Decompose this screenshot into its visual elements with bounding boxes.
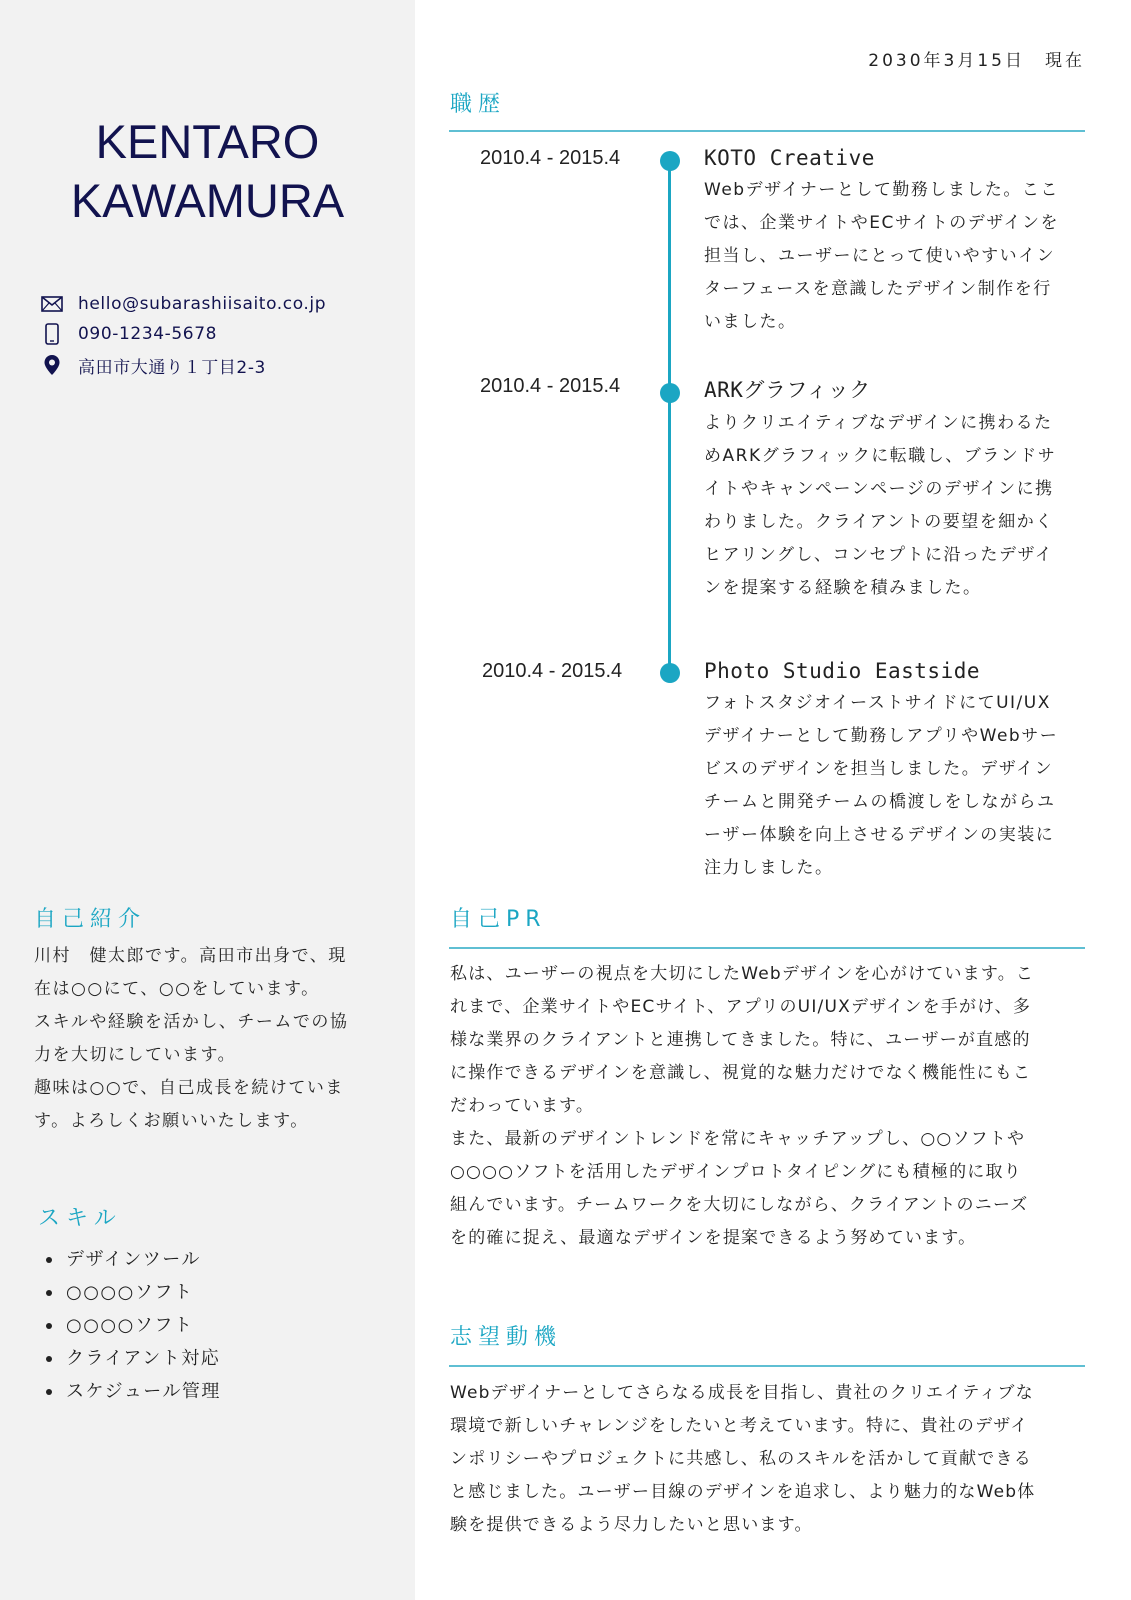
motivation-line: ンポリシーやプロジェクトに共感し、私のスキルを活かして貢献できる [450, 1449, 1032, 1469]
bullet-icon [46, 1257, 52, 1263]
motivation-divider [449, 1365, 1085, 1367]
job-2-company: ARKグラフィック [704, 378, 871, 402]
document-date: 2030年3月15日 現在 [868, 51, 1085, 71]
job-desc-line: ンを提案する経験を積みました。 [704, 578, 982, 598]
skill-item [34, 1375, 221, 1408]
job-desc-line: Webデザイナーとして勤務しました。ここ [704, 180, 1059, 200]
motivation-line: Webデザイナーとしてさらなる成長を目指し、貴社のクリエイティブな [450, 1383, 1034, 1403]
self-intro-title: 自己紹介 [34, 907, 147, 932]
name-line-2: KAWAMURA [70, 174, 345, 227]
self-pr-line: また、最新のデザイントレンドを常にキャッチアップし、○○ソフトや [450, 1129, 1026, 1149]
job-desc-line: ターフェースを意識したデザイン制作を行 [704, 279, 1052, 299]
self-pr-line: を的確に捉え、最適なデザインを提案できるよう努めています。 [450, 1228, 977, 1248]
job-desc-line: いました。 [704, 312, 797, 332]
self-pr-line: だわっています。 [450, 1096, 595, 1116]
contact-address [40, 353, 410, 377]
self-pr-line: ○○○○ソフトを活用したデザインプロトタイピングにも積極的に取り [450, 1162, 1022, 1182]
job-desc-line: ヒアリングし、コンセプトに沿ったデザイ [704, 545, 1054, 565]
job-desc-line: イトやキャンペーンページのデザインに携 [704, 479, 1054, 499]
skill-label: ○○○○ソフト [66, 1315, 194, 1336]
job-desc-line: よりクリエイティブなデザインに携わるた [704, 413, 1053, 433]
contact-email[interactable] [40, 292, 410, 316]
timeline-dot [660, 663, 680, 683]
phone-icon [40, 322, 64, 346]
contact-phone[interactable] [40, 322, 410, 346]
job-2-description [704, 407, 1084, 605]
timeline-line [668, 160, 671, 675]
location-pin-icon [40, 353, 64, 377]
self-intro-line: 在は○○にて、○○をしています。 [34, 979, 320, 999]
contact-address-text: 高田市大通り１丁目2-3 [78, 357, 266, 378]
job-desc-line: ーザー体験を向上させるデザインの実装に [704, 825, 1055, 845]
job-desc-line: チームと開発チームの橋渡しをしながらユ [704, 792, 1056, 812]
career-title: 職歴 [450, 92, 507, 117]
skill-item [34, 1243, 221, 1276]
career-divider [449, 130, 1085, 132]
job-desc-line: めARKグラフィックに転職し、ブランドサ [704, 446, 1057, 466]
job-3-period: 2010.4 - 2015.4 [482, 660, 623, 682]
bullet-icon [46, 1356, 52, 1362]
motivation-title: 志望動機 [450, 1325, 563, 1350]
self-pr-title: 自己PR [450, 907, 547, 932]
job-desc-line: わりました。クライアントの要望を細かく [704, 512, 1054, 532]
motivation-line: 験を提供できるよう尽力したいと思います。 [450, 1515, 813, 1535]
self-pr-text [450, 958, 1090, 1255]
bullet-icon [46, 1323, 52, 1329]
job-desc-line: では、企業サイトやECサイトのデザインを [704, 213, 1060, 233]
bullet-icon [46, 1290, 52, 1296]
self-pr-line: に操作できるデザインを意識し、視覚的な魅力だけでなく機能性にもこ [450, 1063, 1032, 1083]
self-intro-line: す。よろしくお願いいたします。 [34, 1111, 309, 1131]
name-line-1: KENTARO [95, 115, 320, 168]
self-intro-line: 趣味は○○で、自己成長を続けていま [34, 1078, 344, 1098]
job-3-company: Photo Studio Eastside [704, 659, 981, 683]
timeline-dot [660, 151, 680, 171]
contact-email-text: hello@subarashiisaito.co.jp [78, 294, 327, 314]
motivation-text [450, 1377, 1090, 1542]
skills-title: スキル [38, 1206, 122, 1231]
job-desc-line: フォトスタジオイーストサイドにてUI/UX [704, 693, 1051, 713]
job-1-period: 2010.4 - 2015.4 [480, 147, 621, 169]
job-desc-line: デザイナーとして勤務しアプリやWebサー [704, 726, 1059, 746]
skill-label: クライアント対応 [66, 1348, 221, 1369]
mail-icon [40, 292, 64, 316]
timeline-dot [660, 383, 680, 403]
motivation-line: と感じました。ユーザー目線のデザインを追求し、より魅力的なWeb体 [450, 1482, 1036, 1502]
job-desc-line: ビスのデザインを担当しました。デザイン [704, 759, 1054, 779]
self-pr-line: 私は、ユーザーの視点を大切にしたWebデザインを心がけています。こ [450, 964, 1035, 984]
job-1-description [704, 174, 1084, 339]
skill-item [34, 1276, 221, 1309]
self-intro-line: 力を大切にしています。 [34, 1045, 237, 1065]
skills-list [34, 1243, 221, 1408]
self-intro-line: 川村 健太郎です。高田市出身で、現 [34, 946, 347, 966]
self-intro-line: スキルや経験を活かし、チームでの協 [34, 1012, 349, 1032]
self-pr-line: 組んでいます。チームワークを大切にしながら、クライアントのニーズ [450, 1195, 1029, 1215]
motivation-line: 環境で新しいチャレンジをしたいと考えています。特に、貴社のデザイ [450, 1416, 1029, 1436]
contact-phone-text: 090-1234-5678 [78, 324, 218, 344]
job-3-description [704, 687, 1084, 885]
bullet-icon [46, 1389, 52, 1395]
job-desc-line: 注力しました。 [704, 858, 834, 878]
skill-item [34, 1342, 221, 1375]
skill-label: ○○○○ソフト [66, 1282, 194, 1303]
self-pr-line: れまで、企業サイトやECサイト、アプリのUI/UXデザインを手がけ、多 [450, 997, 1032, 1017]
skill-label: デザインツール [66, 1249, 201, 1270]
skill-label: スケジュール管理 [66, 1381, 221, 1402]
job-2-period: 2010.4 - 2015.4 [480, 375, 621, 397]
self-pr-line: 様な業界のクライアントと連携してきました。特に、ユーザーが直感的 [450, 1030, 1031, 1050]
self-pr-divider [449, 947, 1085, 949]
job-1-company: KOTO Creative [704, 146, 875, 170]
skill-item [34, 1309, 221, 1342]
self-intro-text [34, 940, 404, 1138]
job-desc-line: 担当し、ユーザーにとって使いやすいイン [704, 246, 1056, 266]
